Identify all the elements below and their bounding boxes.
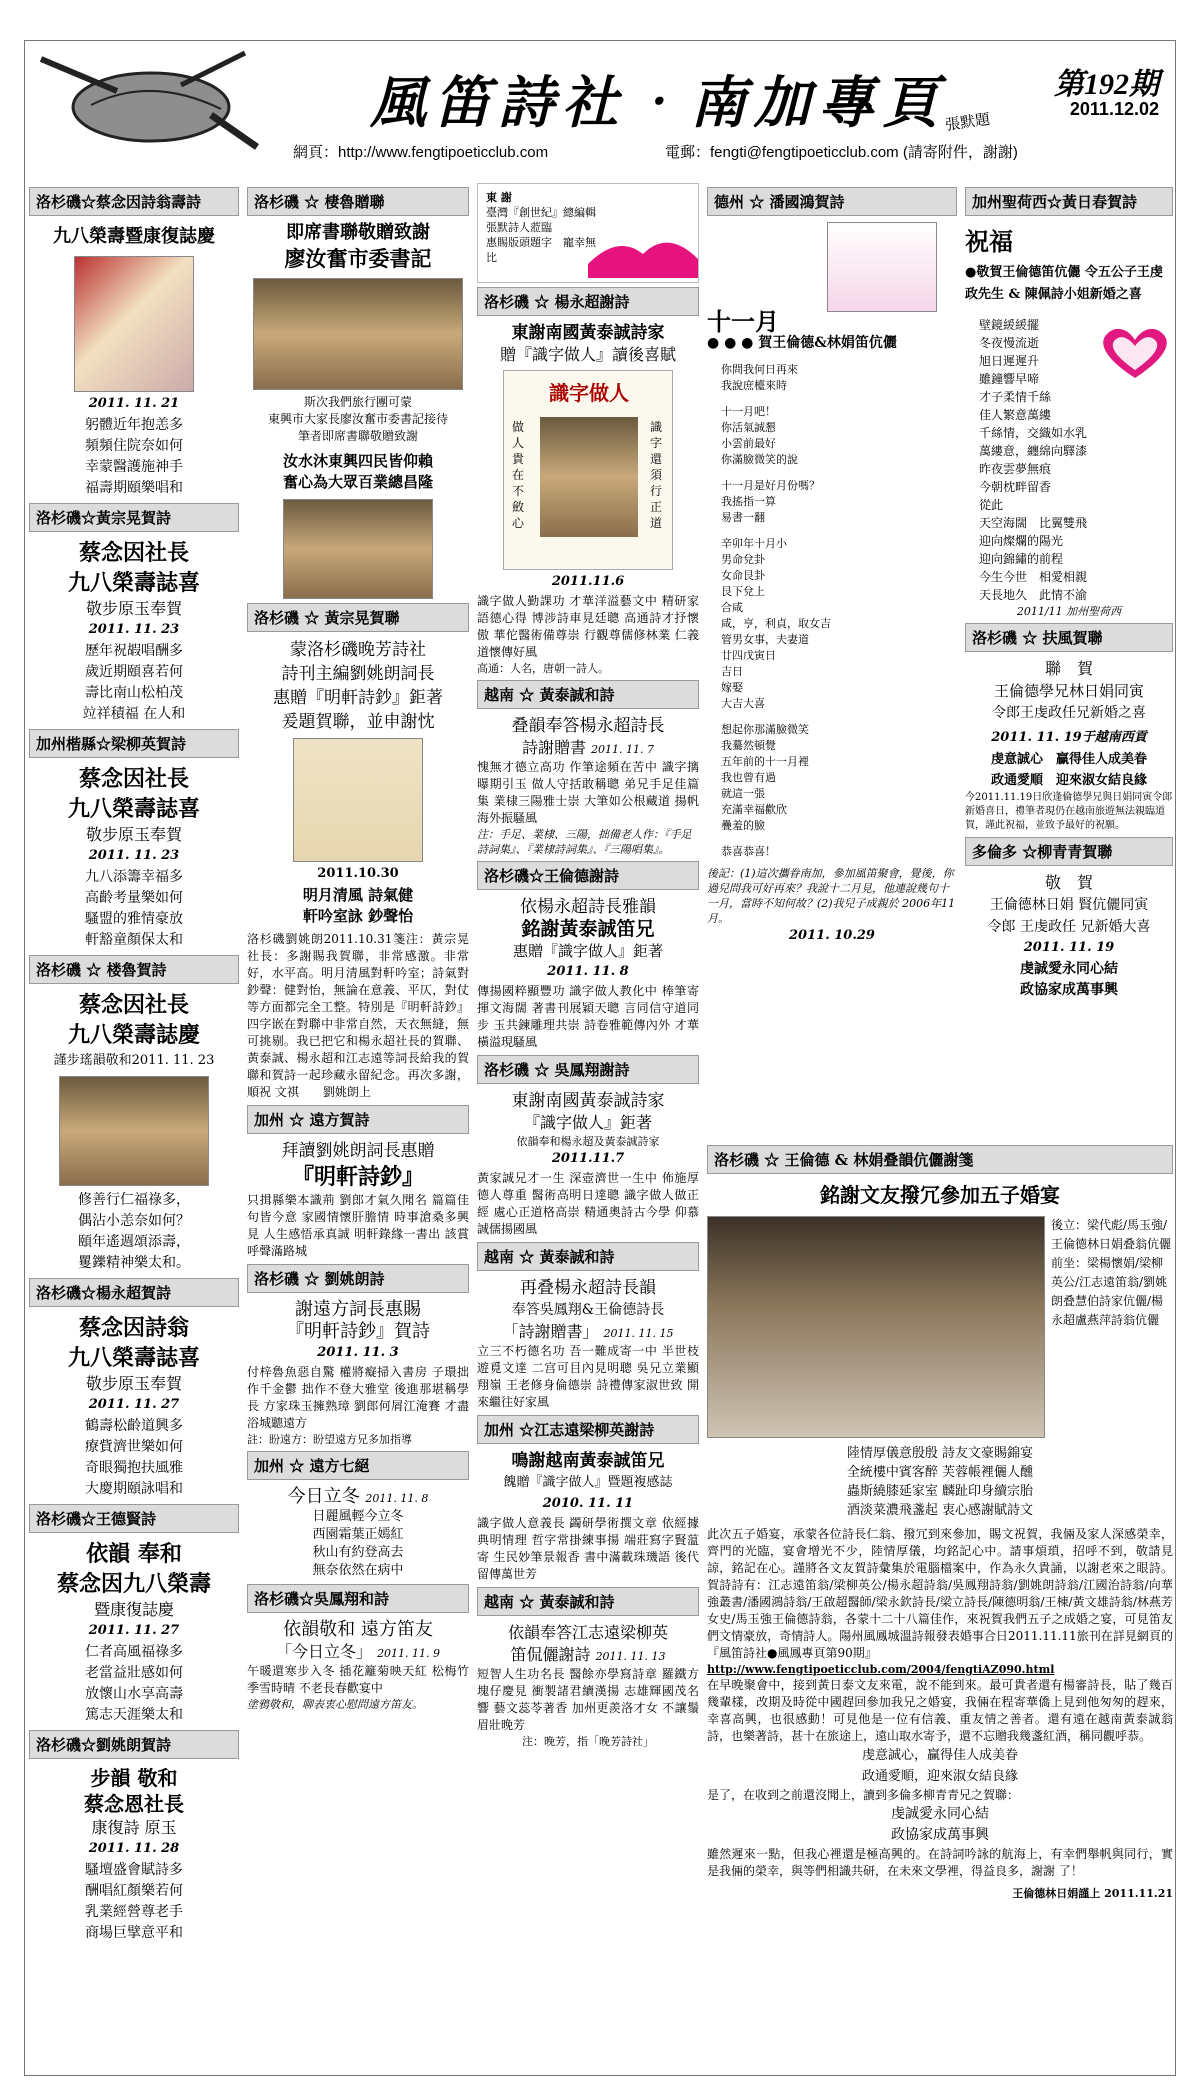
portrait-photo [283,499,433,599]
section-date: 2011. 11. 23 [88,622,180,637]
couplet: 虔意誠心，贏得佳人成美眷 政通愛順，迎來淑女結良緣 [861,1748,1018,1784]
section-title: 依韻奉答江志遠梁柳英 [507,1623,668,1642]
note: 註：盼遠方：盼望遠方兄多加指導 [247,1433,412,1446]
note: 注：手足、業棣、三陽，拙備老人作：『手足詩詞集』、『業棣詩詞集』、『三陽唱集』。 [477,828,692,856]
poem-line: 你滿臉微笑的說 [721,453,798,466]
poem: 陸情厚儀意殷殷 詩友文豪賜錦宴 全統樓中賓客醉 芙蓉帳裡儷人醺 蟲斯繞膝延家室 麟趾印身續宗胎 酒淡菜濃飛盞起 衷心感謝賦詩文 [846,1446,1034,1518]
section-header: 洛杉磯☆楊永超賀詩 [29,1278,239,1307]
section-title: 蔡念因社長 [78,766,189,792]
poem-line: 五年前的十一月裡 [721,755,809,768]
section-header: 洛杉磯 ☆ 楊永超謝詩 [477,287,699,316]
newspaper-page [24,40,1176,2076]
poem-line: 合咸 [721,601,743,614]
section-date: 2011. 11. 28 [88,1841,180,1856]
poem-title: 祝福 [965,227,1013,256]
poem: 鶴壽松齡道興多 療貲濟世樂如何 奇眼獨抱扶風雅 大慶期頤詠唱和 [85,1418,183,1497]
poem: 躬體近年抱恙多 頻頻住院奈如何 幸蒙醫護施神手 福壽期頤樂唱和 [85,417,183,496]
body-text: 在早晚聚會中，接到黃日泰文友來電，說不能到來。最可貴者還有楊審詩長，貼了幾百幾輩樣，改期及時從中國趕回參加我兄之婚宴，我倆在程寄華僑上見到他匆匆的趕來，幸喜高興，也很感動！可見他是一位有信義、重友情之善者。還有遠在越南黃泰誠翁詩，也樂著詩，甚十在旅途上，遠山取水寄予，還不忘贈我幾盞紅酒，稱同觀呼恭。 [707,1678,1173,1743]
poem-line: 恭喜恭喜！ [721,845,776,858]
book-title: 識字做人 [549,381,629,405]
body-text: 雖然遲來一點，但我心裡還是極高興的。在詩詞吟詠的航海上，有幸們舉帆與同行，實是我倆的榮幸，與等們相識共研，在未來文學裡，得益良多，謝謝 了！ [707,1847,1173,1878]
section-header: 洛杉磯☆劉姚朗賀詩 [29,1730,239,1759]
column-4 [707,183,957,1133]
poem-line: 今朝枕畔留香 [979,480,1052,494]
couplet: 虔誠愛永同心結 政協家成萬事興 [1020,961,1118,998]
section-date: 2011. 10.29 [789,928,875,943]
poem-line: 萬縷意，纏綿向驛漆 [979,444,1088,458]
section-date: 2011. 11. 23 [88,848,180,863]
poem-line: 十一月吧！ [721,405,776,418]
poem-line: 女命艮卦 [721,569,765,582]
poem-line: 易書一翻 [721,511,765,524]
poem-line: 大吉大喜 [721,697,765,710]
author-photo [540,417,638,537]
poem [721,362,957,860]
poem-line [721,834,957,844]
section-byline: 敬步原玉奉賀 [85,599,182,618]
book-couplet-right: 識字還須行正道 [650,420,663,530]
dedication-block [965,262,1173,306]
section-header: 多倫多 ☆柳青青賀聯 [965,837,1173,866]
section-title: 拜讀劉姚朗詞長惠贈 [281,1141,435,1161]
section-byline: 依韻奉和楊永超及黃泰誠詩家 [516,1135,660,1148]
card-text: 東 謝 臺灣『創世紀』總編輯 張默詩人蒞臨 惠賜版頭題字 寵幸無比 [486,191,596,264]
section-subtitle-row: 「詩謝贈書」 2011. 11. 15 [502,1322,674,1341]
poem: 識字做人勤課功 才華洋溢藝文中 精研家語德心得 博涉詩車見廷聰 高通詩才抒懷傲 華佗醫術備尊崇 行觀尊儒修林業 仁義道懷傳好風 [477,594,699,659]
section-header: 洛杉磯☆吳鳳翔和詩 [247,1584,469,1613]
section-header: 洛杉磯 ☆ 王倫德 & 林娟叠韻伉儷謝箋 [707,1145,1173,1174]
section-date: 2011. 11. 19于越南西貢 [991,730,1147,745]
poem-line: 吉日 [721,665,743,678]
section-title: 步韻 敬和 [90,1766,178,1790]
section-date: 2011. 11. 27 [88,1623,180,1638]
section-header: 德州 ☆ 潘國鴻賀詩 [707,187,957,216]
section-title: 依楊永超詩長雅韻 [520,897,656,917]
section-byline: 敬步原玉奉賀 [85,825,182,844]
poem-line: 你問我何日再來 [721,363,798,376]
section-subtitle: 惠贈『識字做人』鉅著 [512,942,663,960]
title-block [707,222,957,336]
poem-line: 今生今世 相愛相親 [979,570,1088,584]
section-title: 銘謝文友撥冗參加五子婚宴 [820,1183,1060,1207]
poem-line [721,712,957,722]
section-title: 依韻 奉和 [86,1541,182,1567]
section-title: 鳴謝越南黃泰誠笛兄 [511,1451,665,1471]
poem-line: 廿四戊寅日 [721,649,776,662]
couplet: 虔意誠心 贏得佳人成美眷 政通愛順 迎來淑女結良緣 [990,752,1147,788]
section-subtitle: 令郎王虔政任兄新婚之喜 [992,705,1146,721]
poem-line: 想起你那滿臉微笑 [721,723,809,736]
section-title: 蔡念因詩翁 [78,1315,189,1341]
section-date: 2011. 11. 3 [317,1345,399,1360]
couplet: 虔誠愛永同心結 政協家成萬事興 [891,1806,989,1843]
couplet: 明月清風 詩氣健 軒吟室詠 鈔聲怡 [302,886,414,925]
section-byline: 暨康復誌慶 [93,1600,174,1619]
poem-line: 疊羞的臉 [721,819,765,832]
section-subtitle: 爰題賀聯，並申謝忱 [281,712,435,732]
archive-link[interactable]: http://www.fengtipoeticclub.com/2004/fengtiAZ090.html [707,1663,1055,1676]
section-header: 加州 ☆江志遠梁柳英謝詩 [477,1415,699,1444]
letter-text: 洛杉磯劉姚朗2011.10.31箋注：黃宗晃社長：多謝賜我賀聯，非常感激。非常好，水平高。明月清風對軒吟室；詩氣對鈔聲：健對怡，無論在意義、平仄，對仗等方面都完全工整。特別是『明軒詩鈔』四字嵌在對聯中非常自然，天衣無縫，無可挑剔。我已把它和楊永超社長的賀聯、黃泰誠、楊永超和江志遠等詞長給我的賀聯和賀詩一起珍藏永留紀念。再次多謝，順祝 文祺 劉姚朗上 [247,932,469,1099]
column-1 [29,183,239,2073]
poem-line: 嫁娶 [721,681,743,694]
poem-line [721,394,957,404]
section-byline: 謹步瑤韻敬和2011. 11. 23 [53,1053,215,1068]
poem-line: 就這一張 [721,787,765,800]
section-date: 2010. 11. 11 [542,1496,634,1511]
poem: 午暖還寒步入冬 插花籬菊映天紅 松梅竹季雪時晴 不老長春歡宴中 [247,1664,469,1695]
poem-line: 管男女事，夫妻道 [721,633,809,646]
column-2 [247,183,469,2073]
thank-you-card [477,183,699,283]
issue-date: 2011.12.02 [1069,99,1159,119]
section-subtitle-row: 笛侃儷謝詩 2011. 11. 13 [510,1645,666,1664]
section-header: 洛杉磯☆王德賢詩 [29,1504,239,1533]
section-header: 越南 ☆ 黃泰誠和詩 [477,680,699,709]
title-block [965,222,1173,262]
section-subtitle: ● ● ● 賀王倫德&林娟笛伉儷 [707,335,897,351]
poem-line: 天空海闊 比翼雙飛 [979,516,1088,530]
poem: 只揖縣樂本識荊 劉郎才氣久聞名 篇篇佳句皆今意 家國情懷肝膽情 時事滄桑多興見 人生感悟承真誠 明軒錄緣一書出 該賞呼聲滿路城 [247,1193,469,1258]
poem-line: 我搖指一算 [721,495,776,508]
section-header: 洛杉磯 ☆ 扶風賀聯 [965,623,1173,652]
column-3 [477,183,699,2073]
section-header: 洛杉磯☆蔡念因詩翁壽詩 [29,187,239,216]
book-cover-photo [503,370,673,570]
poem-line: 辛卯年十月小 [721,537,787,550]
section-title: 東謝南國黃泰誠詩家 [511,1091,665,1111]
section-subtitle: 蔡念恩社長 [84,1792,184,1816]
section-subtitle: 王倫德林日娟 賢伉儷同寅 [989,897,1149,913]
section-subtitle: 餽贈『識字做人』暨題複感誌 [503,1475,673,1490]
book-cover-photo [293,738,423,862]
section-byline: 康復詩 原玉 [91,1818,177,1837]
section-date: 2011. 11. 19 [1023,940,1115,955]
poem-line: 從此 [979,498,1004,512]
book-couplet-left: 做人貴在不斂心 [512,420,525,530]
section-title: 聯 賀 [1044,659,1093,678]
poem-line: 佳人繁意萬縷 [979,408,1052,422]
email-line: 電郵：fengti@fengtipoeticclub.com (請寄附件，謝謝) [665,144,1018,161]
section-subtitle: 九八榮壽誌喜 [67,796,200,822]
section-subtitle: ●敬賀王倫德笛伉儷 令五公子王虔政先生 & 陳佩詩小姐新婚之喜 [965,265,1163,302]
poem-title: 十一月 [707,307,779,336]
section-header: 越南 ☆ 黃泰誠和詩 [477,1242,699,1271]
section-title-row: 今日立冬 2011. 11. 8 [287,1486,429,1507]
couple-photo [827,222,937,312]
column-5 [965,183,1173,1133]
poem-line: 艮下兌上 [721,585,765,598]
section-title: 謝遠方詞長惠賜 [295,1299,421,1320]
body-text: 是了，在收到之前還沒聞上，讀到多倫多柳青青兄之賀聯： [707,1788,1020,1802]
section-date: 2011. 11. 27 [88,1397,180,1412]
poem-line: 咸，亨，利貞，取女吉 [721,617,831,630]
postscript: 後記：(1)這次攜眷南加，參加風笛聚會，覺後，你過兒問我可好再來？我說十二月見，他連說幾句十一月，當時不知何故？(2)我兒子成親於 2006年11月。 [707,867,956,925]
section-date: 2011.11.7 [551,1151,625,1166]
poem-line: 雖鐘響早啼 [979,372,1040,386]
section-title: 再叠楊永超詩長韻 [520,1278,656,1298]
section-subtitle-row: 詩謝贈書 2011. 11. 7 [521,738,655,757]
poem: 短智人生功名長 醫餘亦學寫詩章 羅鐵方塊仔慶見 衝製諸君續漢揚 志雄輝國茂名響 藝文蕊苓著香 加州更羨洛才女 不讓鬚眉壯晚芳 [477,1667,699,1732]
section-subtitle: 令郎 王虔政任 兄新婚大喜 [987,919,1151,935]
poem-line: 迎向錦繡的前程 [979,552,1064,566]
poem-line: 十一月是好月份嗎？ [721,479,820,492]
poem: 付梓魯魚惡自驚 權將癡掃入書房 子環拙作千金鬱 拙作不登大雅堂 後進那堪稱學長 方家珠玉擁熟璋 劉郎何屑江淹賽 才盡浴城聽遠方 [247,1365,469,1430]
section-header: 洛杉磯 ☆ 劉姚朗詩 [247,1264,469,1293]
note: 高通：人名，唐朝一詩人。 [477,662,609,675]
section-title: 九八榮壽暨康復誌慶 [53,226,215,247]
signature: 王倫德林日娟謹上 2011.11.21 [1012,1887,1173,1900]
note: 今2011.11.19日欣逢倫德學兄與日娟同寅令郎新婚喜日，禮筆者現仍在越南旅遊無法親臨道賀，謹此祝福，並致予最好的祝願。 [965,792,1173,831]
section-header: 洛杉磯 ☆ 棲魯贈聯 [247,187,469,216]
section-subtitle: 『明軒詩鈔』 [291,1164,424,1190]
photo-row [707,1216,1173,1438]
section-subtitle: 九八榮壽誌慶 [67,1022,200,1048]
poem-line: 壁鏡緩緩擺 [979,318,1040,332]
section-header: 洛杉磯 ☆ 黃宗晃賀聯 [247,603,469,632]
section-date: 2011. 11. 21 [88,396,180,411]
flame-decoration-icon [588,234,698,278]
poem-line: 我驀然頓覺 [721,739,776,752]
poem-line: 迎向燦爛的陽光 [979,534,1064,548]
poem-line: 我也曾有過 [721,771,776,784]
poem: 愧無才德立高功 作筆途頻在苦中 識字摛曝期引玉 做人守括敢稱聰 弟兄手足佳篇集 業棣三陽雅士崇 大筆如公根藏道 揚帆海外振騷風 [477,760,699,825]
photo-caption: 後立：梁代彪/馬玉強/王倫德林日娟叠翁伉儷前坐：梁楊懷娟/梁柳英公/江志遠笛翁/劉姚朗叠慧伯詩家伉儷/楊永超盧燕萍詩翁伉儷 [1051,1218,1172,1327]
section-title: 叠韻奉答楊永超詩長 [511,716,665,736]
note: 注：晚芳，指「晚芳詩社」 [522,1735,654,1748]
portrait-photo [74,256,194,392]
section-subtitle: 王倫德學兄林日娟同寅 [993,682,1144,700]
section-header: 加州聖荷西☆黃日春賀詩 [965,187,1173,216]
poem: 歷年祝嘏唱酬多 歲近期頤喜若何 壽比南山松柏茂 竝祥積福 在人和 [82,643,186,722]
issue-number: 第192期 [1054,68,1159,101]
couplet: 汝水沐東興四民皆仰賴 奮心為大眾百業總昌隆 [282,452,433,491]
section-subtitle: 贈『識字做人』讀後喜賦 [499,345,676,364]
section-date: 2011.10.30 [317,866,399,881]
section-subtitle: 『明軒詩鈔』賀詩 [286,1321,430,1342]
section-header: 洛杉磯☆黃宗晃賀詩 [29,503,239,532]
section-date: 2011.11.6 [551,574,625,589]
section-header: 洛杉磯 ☆ 吳鳳翔謝詩 [477,1055,699,1084]
masthead-signature: 張默題 [944,109,992,135]
section-subtitle: 銘謝黃泰誠笛兄 [521,918,655,940]
section-header: 加州楷縣☆梁柳英賀詩 [29,729,239,758]
poem-line: 你活氣誠懇 [721,421,776,434]
body-text: 此次五子婚宴，承蒙各位詩長仁翁、撥冗到來參加，賜文祝賀，我倆及家人深感榮幸，齊門的光臨，宴會增光不少，陸情厚儀，均銘記心中。請事煩瑣，招呼不到，敬請見諒，銘記在心。謹將各文友賀詩彙集於電腦檔案中，作為永久貴誦，以謝老來之眼詩。賀詩詩有：江志遠笛翁/梁柳英公/楊永超詩翁/吳鳳翔詩翁/劉姚朗詩翁/江國治詩翁/向華強叢書/潘國鴻詩翁/王啟超醫師/梁永欽詩長/梁立詩長/陳德明翁/王棟/黃文雄詩翁/林燕芳女史/馬玉強王倫德詩翁，各蒙十二十八篇佳作，來祝賀我們五子之成婚之宴，可見笛友們文情豪放，奇情詩人。陽州風鳳城溫詩報發表婚事合日2011.11.11旅刊在詳見網頁的『風笛詩社●風鳳專頁第90期』 [707,1527,1173,1660]
website-line: 網頁：http://www.fengtipoeticclub.com [293,144,549,161]
section-subtitle: 廖汝奮市委書記 [284,246,432,271]
section-subtitle: 九八榮壽誌喜 [67,1345,200,1371]
event-photo [253,278,463,390]
section-subtitle: 奉答吳鳳翔&王倫德詩長 [511,1302,665,1318]
section-header: 洛杉磯 ☆ 楼魯賀詩 [29,955,239,984]
poem: 九八添籌幸福多 高齡考量樂如何 騷盟的雅情豪放 軒豁童顏保太和 [85,869,183,948]
wedding-banquet-photo [707,1216,1045,1438]
bagpipe-logo-icon [31,45,261,155]
heart-chocolates-icon [1097,322,1173,382]
poem: 傳揚國粹顯豐功 識字做人教化中 棒筆寄揮文海闊 著書刊展穎天聰 言同信守道同步 玉共鍊雕理共崇 詩卷雅範傳內外 才華橫溢現騷風 [477,984,699,1049]
poem-line [721,526,957,536]
masthead-header [25,41,1176,159]
poem: 黃家誠兄才一生 深壺濟世一生中 佈施厚德人尊重 醫術高明日達聰 識字做人做正經 處心正道格高崇 精通奧詩古今學 仰慕誠儒揚國風 [477,1171,699,1236]
poem-line [721,468,957,478]
section-title: 蔡念因社長 [78,992,189,1018]
poem-line: 冬夜慢流逝 [979,336,1040,350]
poem: 騷壇盛會賦詩多 酬唱紅顏樂若何 乳業經營尊老手 商場巨擘意平和 [85,1862,183,1941]
section-subtitle: 惠贈『明軒詩鈔』鉅著 [273,688,443,708]
section-date: 2011/11 加州聖荷西 [1016,605,1122,618]
poem-line: 我說庶檯來時 [721,379,787,392]
section-header: 加州 ☆ 遠方賀詩 [247,1105,469,1134]
poem: 仁者高風福祿多 老當益壯感如何 放懷山水享高壽 篤志天涯樂太和 [85,1644,183,1723]
section-subtitle: 蔡念因九八榮壽 [56,1571,211,1597]
section-byline: 敬步原玉奉賀 [85,1374,182,1393]
note: 塗鴉敬和，聊表衷心慰問遠方笛友。 [247,1698,423,1711]
poem-line: 充滿幸福歡欣 [721,803,787,816]
masthead-title: 風笛詩社‧南加專頁 [370,70,946,136]
section-subtitle: 詩刊主編劉姚朗詞長 [281,664,435,684]
group-photo [59,1076,209,1186]
section-header: 越南 ☆ 黃泰誠和詩 [477,1587,699,1616]
poem-line: 才子柔情千絲 [979,390,1052,404]
poem: 修善行仁福祿多， 偶沾小恙奈如何？ 頤年遙週頌添壽， 矍鑠精神樂太和。 [78,1192,190,1271]
section-subtitle: 『識字做人』鉅著 [523,1113,652,1132]
section-header: 加州 ☆ 遠方七絕 [247,1451,469,1480]
photo-caption: 斯次我們旅行團可蒙 東興市大家長廖汝奮市委書記接待 筆者即席書聯敬贈致謝 [267,395,448,443]
section-subtitle-row: 「今日立冬」 2011. 11. 9 [275,1642,441,1661]
section-title: 蔡念因社長 [78,540,189,566]
poem-line: 千絲情，交織如水乳 [979,426,1088,440]
section-title: 即席書聯敬贈致謝 [286,222,430,243]
section-subtitle: 九八榮壽誌喜 [67,570,200,596]
wedding-thanks-section [707,1141,1173,2073]
poem-line: 小雲前最好 [721,437,776,450]
poem-line: 天長地久 此情不渝 [979,588,1088,602]
poem-line: 男命兌卦 [721,553,765,566]
section-title: 依韻敬和 遠方笛友 [283,1619,433,1640]
section-header: 洛杉磯☆王倫德謝詩 [477,861,699,890]
poem: 識字做人意義長 蠲研學術撰文章 依經據典明情理 哲字常掛練事揚 端莊寫字賢蕰寄 生民妙筆景報香 書中滿載珠璣語 後代留傳萬世芳 [477,1516,699,1581]
section-title: 東謝南國黃泰誠詩家 [511,323,665,343]
poem: 立三不朽德名功 吾一難成寄一中 半世枝遊覓文達 二宫可目內見明聰 吳兄立業顯翔嶺 王老修身倫德崇 詩禮傳家淑世致 開來繼往好家風 [477,1344,699,1409]
section-title: 蒙洛杉磯晚芳詩社 [290,640,426,660]
section-date: 2011. 11. 8 [547,964,629,979]
poem-line: 旭日遲遲升 [979,354,1040,368]
poem-line: 昨夜雲夢無痕 [979,462,1052,476]
section-title: 敬 賀 [1044,873,1093,892]
poem: 日麗風輕今立冬 西園霜葉正嫣紅 秋山有約登高去 無奈依然在病中 [312,1509,404,1578]
